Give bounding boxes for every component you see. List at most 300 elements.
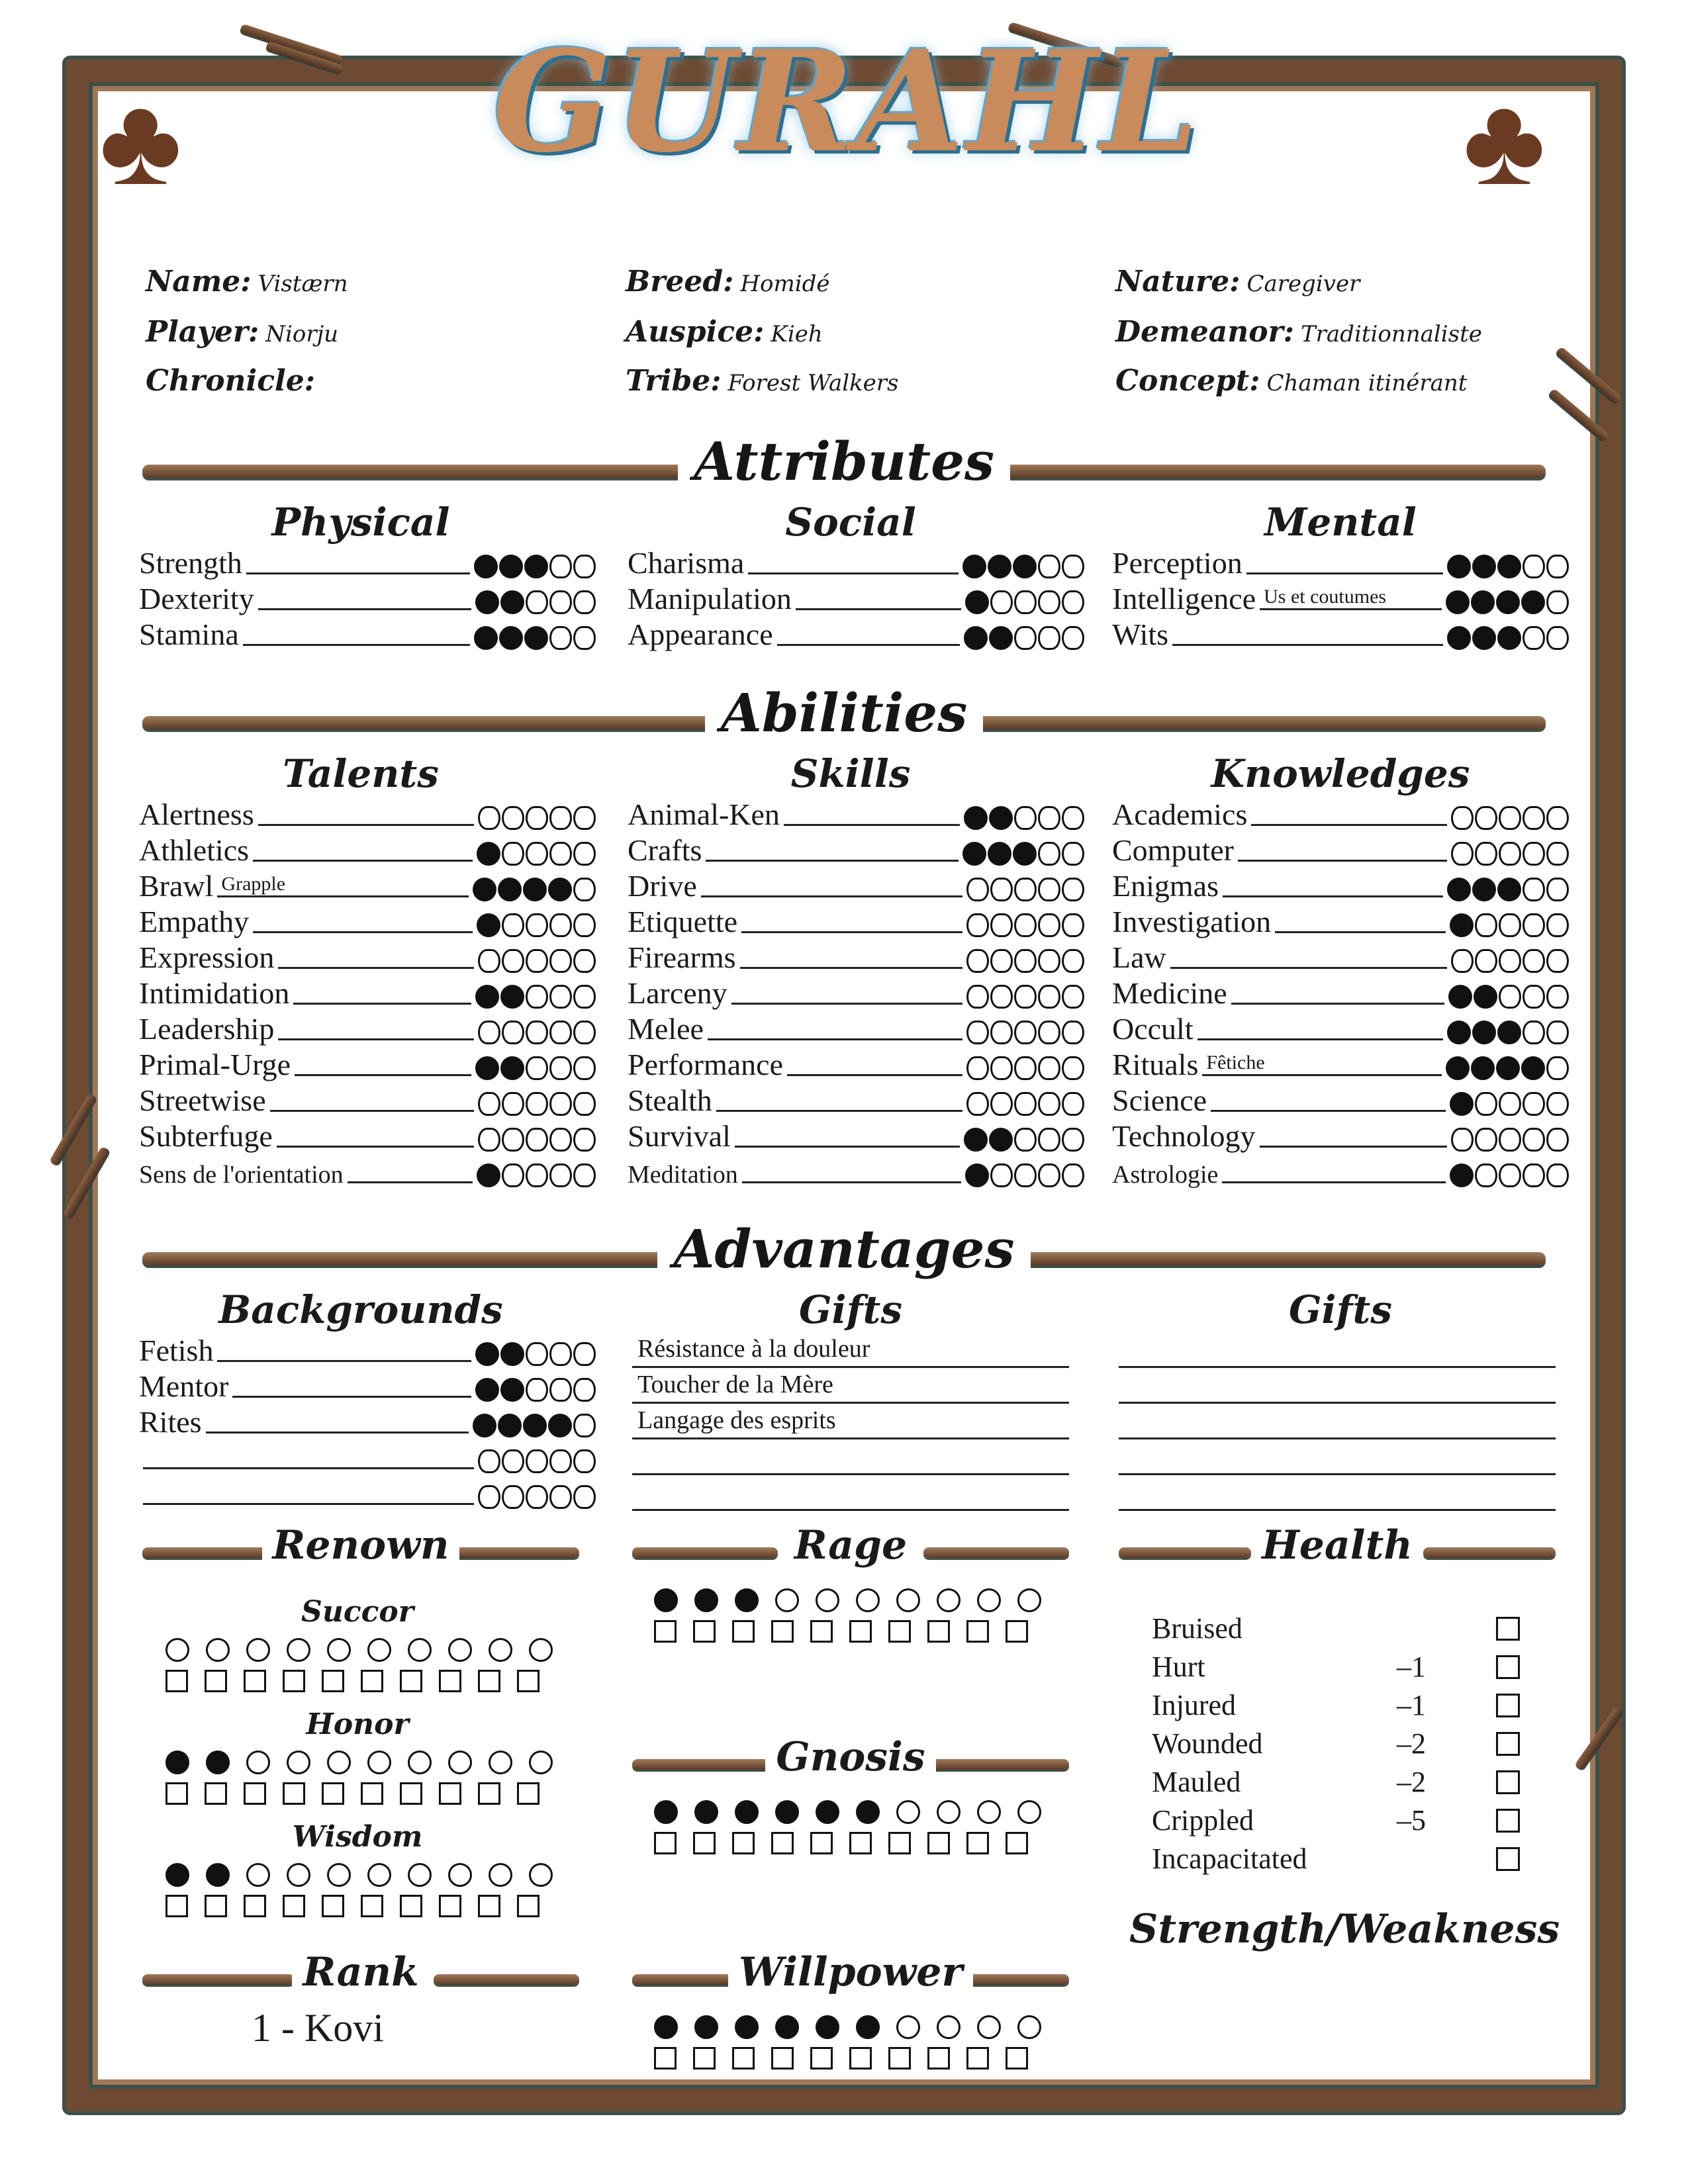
checkbox[interactable]: [361, 1782, 383, 1805]
empty-dot[interactable]: [1475, 1128, 1497, 1152]
checkbox[interactable]: [478, 1670, 500, 1692]
checkbox[interactable]: [400, 1782, 422, 1805]
trait-row[interactable]: [628, 1009, 1084, 1044]
checkbox[interactable]: [361, 1670, 383, 1692]
rating-dots[interactable]: [475, 985, 596, 1009]
empty-dot[interactable]: [1062, 1092, 1084, 1116]
filled-dot[interactable]: [1447, 555, 1471, 578]
empty-dot[interactable]: [966, 913, 989, 937]
rating-dots[interactable]: [966, 949, 1084, 973]
succor-temporary[interactable]: [165, 1670, 539, 1692]
checkbox[interactable]: [654, 1620, 677, 1643]
empty-dot[interactable]: [573, 1092, 596, 1116]
filled-dot[interactable]: [856, 2015, 880, 2039]
checkbox[interactable]: [849, 1832, 872, 1854]
empty-dot[interactable]: [1475, 842, 1497, 866]
empty-dot[interactable]: [1451, 806, 1474, 830]
empty-dot[interactable]: [549, 555, 572, 578]
checkbox[interactable]: [517, 1670, 539, 1692]
empty-dot[interactable]: [896, 1800, 920, 1824]
filled-dot[interactable]: [1446, 1056, 1470, 1080]
empty-dot[interactable]: [327, 1863, 351, 1887]
empty-dot[interactable]: [408, 1751, 432, 1774]
checkbox[interactable]: [478, 1782, 500, 1805]
filled-dot[interactable]: [1448, 985, 1472, 1009]
checkbox[interactable]: [693, 2047, 716, 2070]
empty-dot[interactable]: [549, 1485, 572, 1509]
empty-dot[interactable]: [573, 985, 596, 1009]
filled-dot[interactable]: [1446, 590, 1470, 614]
gift-line[interactable]: [1119, 1330, 1556, 1368]
honor-permanent[interactable]: [165, 1751, 553, 1774]
rating-dots[interactable]: [966, 1092, 1084, 1116]
empty-dot[interactable]: [526, 913, 548, 937]
demeanor-field[interactable]: [1115, 315, 1482, 349]
trait-row[interactable]: [1112, 973, 1569, 1009]
checkbox[interactable]: [244, 1895, 266, 1917]
filled-dot[interactable]: [165, 1863, 189, 1887]
empty-dot[interactable]: [1062, 626, 1084, 650]
willpower-permanent[interactable]: [654, 2015, 1041, 2039]
filled-dot[interactable]: [523, 878, 547, 901]
trait-line[interactable]: [278, 1012, 474, 1040]
empty-dot[interactable]: [1062, 806, 1084, 830]
trait-line[interactable]: [748, 546, 959, 574]
trait-row[interactable]: [139, 937, 596, 973]
empty-dot[interactable]: [526, 1485, 548, 1509]
empty-dot[interactable]: [489, 1638, 512, 1662]
rating-dots[interactable]: [1447, 555, 1569, 578]
filled-dot[interactable]: [524, 555, 548, 578]
empty-dot[interactable]: [1062, 555, 1084, 578]
trait-line[interactable]: [270, 1083, 474, 1112]
empty-dot[interactable]: [1523, 878, 1545, 901]
trait-row[interactable]: [1112, 866, 1569, 901]
rating-dots[interactable]: [1451, 1128, 1569, 1152]
filled-dot[interactable]: [1496, 1056, 1520, 1080]
filled-dot[interactable]: [735, 1800, 759, 1824]
trait-row[interactable]: [628, 1152, 1084, 1187]
gift-line[interactable]: [1119, 1402, 1556, 1439]
trait-row[interactable]: [139, 1116, 596, 1152]
empty-dot[interactable]: [1546, 949, 1569, 973]
empty-dot[interactable]: [549, 626, 572, 650]
trait-row[interactable]: [628, 578, 1084, 614]
empty-dot[interactable]: [1499, 949, 1521, 973]
empty-dot[interactable]: [478, 1485, 500, 1509]
rating-dots[interactable]: [478, 1021, 596, 1044]
empty-dot[interactable]: [1523, 913, 1545, 937]
empty-dot[interactable]: [1014, 626, 1037, 650]
trait-row[interactable]: [1112, 578, 1569, 614]
empty-dot[interactable]: [526, 985, 548, 1009]
checkbox[interactable]: [1006, 1620, 1028, 1643]
trait-row[interactable]: [628, 1080, 1084, 1116]
trait-row[interactable]: [1112, 937, 1569, 973]
health-checkbox[interactable]: [1496, 1809, 1520, 1833]
empty-dot[interactable]: [549, 590, 572, 614]
gnosis-permanent[interactable]: [654, 1800, 1041, 1824]
gift-line[interactable]: [1119, 1366, 1556, 1404]
filled-dot[interactable]: [477, 1163, 500, 1187]
empty-dot[interactable]: [246, 1638, 270, 1662]
trait-line[interactable]: [277, 1119, 474, 1148]
filled-dot[interactable]: [548, 1414, 572, 1437]
trait-line[interactable]: [740, 940, 962, 969]
filled-dot[interactable]: [499, 555, 523, 578]
filled-dot[interactable]: [1496, 590, 1520, 614]
filled-dot[interactable]: [500, 1342, 524, 1366]
empty-dot[interactable]: [1451, 949, 1474, 973]
health-level-row[interactable]: [1152, 1650, 1536, 1688]
filled-dot[interactable]: [1450, 913, 1474, 937]
trait-row[interactable]: [139, 830, 596, 866]
checkbox[interactable]: [732, 1832, 755, 1854]
empty-dot[interactable]: [1499, 913, 1521, 937]
trait-row[interactable]: [628, 830, 1084, 866]
empty-dot[interactable]: [287, 1863, 310, 1887]
trait-line[interactable]: [1172, 617, 1443, 646]
empty-dot[interactable]: [856, 1588, 880, 1612]
empty-dot[interactable]: [1546, 985, 1569, 1009]
empty-dot[interactable]: [573, 1378, 596, 1402]
empty-dot[interactable]: [573, 913, 596, 937]
rating-dots[interactable]: [478, 806, 596, 830]
empty-dot[interactable]: [529, 1638, 553, 1662]
empty-dot[interactable]: [1475, 1163, 1497, 1187]
empty-dot[interactable]: [1038, 842, 1060, 866]
trait-row[interactable]: [628, 794, 1084, 830]
filled-dot[interactable]: [477, 913, 500, 937]
empty-dot[interactable]: [1062, 949, 1084, 973]
empty-dot[interactable]: [816, 1588, 839, 1612]
rating-dots[interactable]: [478, 1128, 596, 1152]
empty-dot[interactable]: [502, 1021, 524, 1044]
trait-line[interactable]: [1170, 940, 1447, 969]
filled-dot[interactable]: [1471, 1056, 1495, 1080]
filled-dot[interactable]: [735, 1588, 759, 1612]
empty-dot[interactable]: [990, 590, 1013, 614]
empty-dot[interactable]: [573, 878, 596, 901]
filled-dot[interactable]: [1472, 626, 1496, 650]
filled-dot[interactable]: [964, 1128, 988, 1152]
trait-line[interactable]: [246, 546, 470, 574]
empty-dot[interactable]: [1499, 1128, 1521, 1152]
filled-dot[interactable]: [856, 1800, 880, 1824]
health-level-row[interactable]: [1152, 1803, 1536, 1842]
empty-dot[interactable]: [573, 1021, 596, 1044]
empty-dot[interactable]: [573, 1449, 596, 1473]
rage-temporary[interactable]: [654, 1620, 1028, 1643]
filled-dot[interactable]: [206, 1863, 230, 1887]
checkbox[interactable]: [771, 2047, 794, 2070]
empty-dot[interactable]: [1546, 590, 1569, 614]
filled-dot[interactable]: [962, 555, 986, 578]
rating-dots[interactable]: [478, 1485, 596, 1509]
empty-dot[interactable]: [1523, 1021, 1545, 1044]
empty-dot[interactable]: [287, 1638, 310, 1662]
empty-dot[interactable]: [478, 1128, 500, 1152]
checkbox[interactable]: [810, 1620, 833, 1643]
checkbox[interactable]: [205, 1782, 227, 1805]
checkbox[interactable]: [439, 1782, 461, 1805]
empty-dot[interactable]: [573, 806, 596, 830]
empty-dot[interactable]: [1038, 949, 1060, 973]
empty-dot[interactable]: [1523, 806, 1545, 830]
empty-dot[interactable]: [1062, 1163, 1084, 1187]
filled-dot[interactable]: [498, 1414, 522, 1437]
trait-line[interactable]: [243, 617, 470, 646]
empty-dot[interactable]: [966, 1056, 989, 1080]
empty-dot[interactable]: [1062, 590, 1084, 614]
trait-row[interactable]: [139, 901, 596, 937]
checkbox[interactable]: [849, 1620, 872, 1643]
checkbox[interactable]: [517, 1895, 539, 1917]
health-level-row[interactable]: [1152, 1727, 1536, 1765]
filled-dot[interactable]: [1447, 878, 1471, 901]
trait-row[interactable]: [628, 543, 1084, 578]
trait-line[interactable]: [1231, 976, 1444, 1005]
empty-dot[interactable]: [549, 1378, 572, 1402]
empty-dot[interactable]: [1038, 1163, 1060, 1187]
rating-dots[interactable]: [477, 1163, 596, 1187]
empty-dot[interactable]: [573, 626, 596, 650]
empty-dot[interactable]: [502, 1092, 524, 1116]
rating-dots[interactable]: [477, 842, 596, 866]
empty-dot[interactable]: [990, 1092, 1013, 1116]
checkbox[interactable]: [849, 2047, 872, 2070]
filled-dot[interactable]: [1447, 626, 1471, 650]
filled-dot[interactable]: [816, 1800, 839, 1824]
trait-line[interactable]: [143, 1441, 474, 1469]
filled-dot[interactable]: [498, 878, 522, 901]
rating-dots[interactable]: [966, 985, 1084, 1009]
trait-line[interactable]: [293, 976, 471, 1005]
checkbox[interactable]: [810, 2047, 833, 2070]
empty-dot[interactable]: [1546, 878, 1569, 901]
checkbox[interactable]: [771, 1620, 794, 1643]
empty-dot[interactable]: [502, 806, 524, 830]
checkbox[interactable]: [927, 2047, 950, 2070]
filled-dot[interactable]: [1013, 555, 1037, 578]
empty-dot[interactable]: [1062, 913, 1084, 937]
empty-dot[interactable]: [1014, 1056, 1037, 1080]
filled-dot[interactable]: [499, 626, 523, 650]
health-level-row[interactable]: [1152, 1765, 1536, 1803]
empty-dot[interactable]: [977, 2015, 1001, 2039]
empty-dot[interactable]: [526, 1092, 548, 1116]
filled-dot[interactable]: [694, 1800, 718, 1824]
filled-dot[interactable]: [964, 806, 988, 830]
filled-dot[interactable]: [694, 1588, 718, 1612]
checkbox[interactable]: [732, 2047, 755, 2070]
empty-dot[interactable]: [1546, 1128, 1569, 1152]
empty-dot[interactable]: [1062, 1021, 1084, 1044]
empty-dot[interactable]: [549, 1092, 572, 1116]
empty-dot[interactable]: [1014, 949, 1037, 973]
empty-dot[interactable]: [1546, 1092, 1569, 1116]
empty-dot[interactable]: [1523, 842, 1545, 866]
rating-dots[interactable]: [966, 878, 1084, 901]
gnosis-temporary[interactable]: [654, 1832, 1028, 1854]
tribe-field[interactable]: [626, 364, 899, 398]
empty-dot[interactable]: [1546, 806, 1569, 830]
empty-dot[interactable]: [896, 1588, 920, 1612]
trait-line[interactable]: [1211, 1083, 1446, 1112]
rating-dots[interactable]: [475, 1342, 596, 1366]
empty-dot[interactable]: [1475, 1092, 1497, 1116]
empty-dot[interactable]: [367, 1751, 391, 1774]
trait-row[interactable]: [1112, 1152, 1569, 1187]
empty-dot[interactable]: [1523, 985, 1545, 1009]
trait-row[interactable]: [139, 578, 596, 614]
empty-dot[interactable]: [448, 1638, 472, 1662]
checkbox[interactable]: [810, 1832, 833, 1854]
empty-dot[interactable]: [1546, 842, 1569, 866]
checkbox[interactable]: [322, 1782, 344, 1805]
empty-dot[interactable]: [1523, 949, 1545, 973]
rating-dots[interactable]: [966, 913, 1084, 937]
health-checkbox[interactable]: [1496, 1694, 1520, 1717]
empty-dot[interactable]: [1523, 626, 1545, 650]
trait-line[interactable]: [253, 833, 473, 862]
checkbox[interactable]: [205, 1895, 227, 1917]
trait-row[interactable]: [628, 614, 1084, 650]
gift-line[interactable]: [632, 1330, 1069, 1368]
empty-dot[interactable]: [896, 2015, 920, 2039]
empty-dot[interactable]: [408, 1638, 432, 1662]
empty-dot[interactable]: [966, 1021, 989, 1044]
empty-dot[interactable]: [549, 1449, 572, 1473]
trait-row[interactable]: [628, 1116, 1084, 1152]
gift-line[interactable]: [632, 1437, 1069, 1475]
checkbox[interactable]: [165, 1782, 188, 1805]
empty-dot[interactable]: [966, 878, 989, 901]
empty-dot[interactable]: [1451, 842, 1474, 866]
empty-dot[interactable]: [502, 1449, 524, 1473]
trait-line[interactable]: [787, 1048, 962, 1076]
empty-dot[interactable]: [1499, 1092, 1521, 1116]
filled-dot[interactable]: [1447, 1021, 1471, 1044]
rating-dots[interactable]: [474, 626, 596, 650]
empty-dot[interactable]: [966, 1092, 989, 1116]
trait-line[interactable]: [1275, 905, 1446, 933]
filled-dot[interactable]: [165, 1751, 189, 1774]
checkbox[interactable]: [400, 1895, 422, 1917]
empty-dot[interactable]: [502, 1163, 524, 1187]
filled-dot[interactable]: [1497, 878, 1521, 901]
checkbox[interactable]: [322, 1670, 344, 1692]
empty-dot[interactable]: [526, 1128, 548, 1152]
empty-dot[interactable]: [1014, 1128, 1037, 1152]
checkbox[interactable]: [888, 1620, 911, 1643]
checkbox[interactable]: [244, 1782, 266, 1805]
trait-line[interactable]: [741, 905, 962, 933]
rating-dots[interactable]: [1450, 1163, 1569, 1187]
rating-dots[interactable]: [1446, 1056, 1569, 1080]
trait-line[interactable]: [716, 1083, 962, 1112]
empty-dot[interactable]: [937, 2015, 961, 2039]
filled-dot[interactable]: [523, 1414, 547, 1437]
empty-dot[interactable]: [977, 1800, 1001, 1824]
trait-row[interactable]: [1112, 901, 1569, 937]
trait-row[interactable]: [628, 901, 1084, 937]
empty-dot[interactable]: [1038, 626, 1060, 650]
empty-dot[interactable]: [1062, 878, 1084, 901]
filled-dot[interactable]: [1013, 842, 1037, 866]
filled-dot[interactable]: [989, 626, 1013, 650]
empty-dot[interactable]: [448, 1751, 472, 1774]
rating-dots[interactable]: [1450, 1092, 1569, 1116]
trait-row[interactable]: [628, 1044, 1084, 1080]
empty-dot[interactable]: [1062, 1128, 1084, 1152]
empty-dot[interactable]: [573, 1163, 596, 1187]
empty-dot[interactable]: [1038, 1056, 1060, 1080]
filled-dot[interactable]: [962, 842, 986, 866]
rating-dots[interactable]: [1451, 806, 1569, 830]
trait-row[interactable]: [139, 1437, 596, 1473]
rating-dots[interactable]: [962, 842, 1084, 866]
trait-line[interactable]: [217, 1334, 471, 1362]
empty-dot[interactable]: [1499, 806, 1521, 830]
empty-dot[interactable]: [206, 1638, 230, 1662]
checkbox[interactable]: [322, 1895, 344, 1917]
empty-dot[interactable]: [1062, 842, 1084, 866]
empty-dot[interactable]: [327, 1751, 351, 1774]
rating-dots[interactable]: [477, 913, 596, 937]
empty-dot[interactable]: [549, 1163, 572, 1187]
checkbox[interactable]: [966, 1620, 989, 1643]
empty-dot[interactable]: [1546, 1056, 1569, 1080]
gift-line[interactable]: [1119, 1437, 1556, 1475]
rating-dots[interactable]: [1451, 949, 1569, 973]
filled-dot[interactable]: [1472, 878, 1496, 901]
trait-line[interactable]: [1197, 1012, 1443, 1040]
filled-dot[interactable]: [477, 842, 500, 866]
filled-dot[interactable]: [500, 1378, 524, 1402]
rage-permanent[interactable]: [654, 1588, 1041, 1612]
empty-dot[interactable]: [502, 1128, 524, 1152]
empty-dot[interactable]: [549, 913, 572, 937]
gift-line[interactable]: [1119, 1473, 1556, 1511]
checkbox[interactable]: [400, 1670, 422, 1692]
honor-temporary[interactable]: [165, 1782, 539, 1805]
empty-dot[interactable]: [502, 913, 524, 937]
checkbox[interactable]: [927, 1832, 950, 1854]
trait-row[interactable]: [1112, 1080, 1569, 1116]
trait-row[interactable]: [139, 543, 596, 578]
empty-dot[interactable]: [478, 806, 500, 830]
trait-line[interactable]: [143, 1477, 474, 1505]
empty-dot[interactable]: [526, 806, 548, 830]
empty-dot[interactable]: [1014, 590, 1037, 614]
empty-dot[interactable]: [1038, 985, 1060, 1009]
empty-dot[interactable]: [1038, 590, 1060, 614]
checkbox[interactable]: [283, 1782, 305, 1805]
empty-dot[interactable]: [549, 1128, 572, 1152]
filled-dot[interactable]: [1472, 1021, 1496, 1044]
empty-dot[interactable]: [573, 1485, 596, 1509]
checkbox[interactable]: [205, 1670, 227, 1692]
trait-line[interactable]: [708, 1012, 962, 1040]
trait-line[interactable]: [1223, 869, 1443, 897]
empty-dot[interactable]: [1451, 1128, 1474, 1152]
empty-dot[interactable]: [1038, 913, 1060, 937]
empty-dot[interactable]: [489, 1863, 512, 1887]
filled-dot[interactable]: [524, 626, 548, 650]
empty-dot[interactable]: [526, 842, 548, 866]
checkbox[interactable]: [439, 1670, 461, 1692]
